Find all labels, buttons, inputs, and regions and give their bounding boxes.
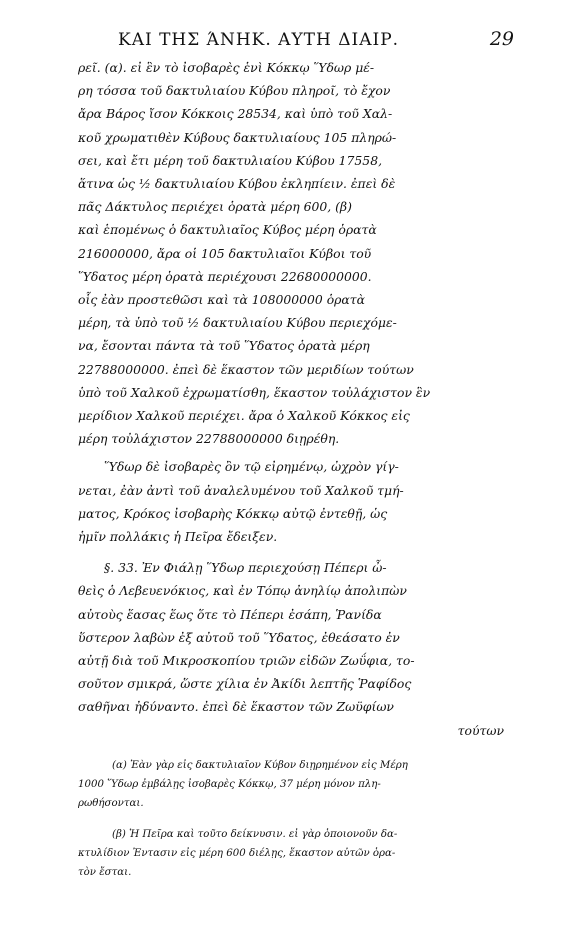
text-line: να, ἔσονται πάντα τὰ τοῦ Ὕδατος ὁρατὰ μέρη — [78, 338, 370, 354]
text-line: §. 33. Ἐν Φιάλῃ Ὕδωρ περιεχούσῃ Πέπερι ὦ- — [104, 560, 387, 576]
text-line: καὶ ἑπομένως ὁ δακτυλιαῖος Κύβος μέρη ὁρατὰ — [78, 222, 377, 238]
footnotes — [78, 756, 508, 882]
footnote-line: (β) Ἡ Πεῖρα καὶ τοῦτο δείκνυσιν. εἰ γὰρ ὁποιονοῦν δα- — [112, 828, 398, 840]
paragraph-2 — [78, 455, 508, 548]
text-line: θεὶς ὁ Λεβευενόκιος, καὶ ἐν Τόπῳ ἀνηλίῳ ἀπολιπὼν — [78, 583, 407, 599]
text-line: ἅτινα ὡς ½ δακτυλιαίου Κύβου ἐκληπίειν. ἐπεὶ δὲ — [78, 176, 396, 192]
text-line: 216000000, ἄρα οἱ 105 δακτυλιαῖοι Κύβοι τοῦ — [78, 245, 372, 261]
text-line: 22788000000. ἐπεὶ δὲ ἕκαστον τῶν μεριδίων τούτων — [78, 361, 414, 377]
text-line: σει, καὶ ἔτι μέρη τοῦ δακτυλιαίου Κύβου 17558, — [78, 152, 383, 168]
running-head: ΚΑΙ ΤΗΣ ΆΝΗΚ. ΑΥΤΗ ΔΙΑΙΡ. — [118, 30, 400, 50]
text-line: Ὕδατος μέρη ὁρατὰ περιέχουσι 22680000000. — [78, 268, 372, 284]
paragraph-1 — [78, 56, 508, 450]
footnote-line: (α) Ἐὰν γὰρ εἰς δακτυλιαῖον Κύβον διῃρημένον εἰς Μέρη — [112, 759, 408, 771]
text-line: ματος, Κρόκος ἰσοβαρὴς Κόκκῳ αὐτῷ ἐντεθῇ, ὡς — [78, 505, 388, 521]
footnote-line: τὸν ἔσται. — [78, 866, 132, 878]
footnote-line: κτυλίδιον Ἐντασιν εἰς μέρη 600 διέλῃς, ἕκαστον αὐτῶν ὁρα- — [78, 847, 396, 859]
text-line: αὐτοὺς ἕασας ἕως ὅτε τὸ Πέπερι ἐσάπη, Ῥανίδα — [78, 606, 382, 622]
book-page — [78, 26, 514, 906]
text-line: ρεῖ. (α). εἰ ἓν τὸ ἰσοβαρὲς ἑνὶ Κόκκῳ Ὕδωρ μέ- — [78, 60, 375, 75]
text-line: κοῦ χρωματιθὲν Κύβους δακτυλιαίους 105 πληρώ- — [78, 129, 397, 145]
catchword: τούτων — [457, 722, 504, 738]
footnote-line: ρωθήσονται. — [78, 797, 144, 809]
text-line: ρη τόσσα τοῦ δακτυλιαίου Κύβου πληροῖ, τὸ ἔχον — [78, 83, 391, 99]
text-line: μερίδιον Χαλκοῦ περιέχει. ἄρα ὁ Χαλκοῦ Κόκκος εἰς — [78, 408, 410, 424]
text-line: οἷς ἐὰν προστεθῶσι καὶ τὰ 108000000 ὁρατὰ — [78, 292, 366, 308]
text-line: ὑπὸ τοῦ Χαλκοῦ ἐχρωματίσθη, ἕκαστον τοὐλάχιστον ἓν — [78, 384, 431, 400]
paragraph-3-section-33 — [78, 556, 508, 742]
text-line: σοῦτον σμικρά, ὥστε χίλια ἐν Ἀκίδι λεπτῆς Ῥαφίδος — [78, 676, 412, 692]
text-line: νεται, ἐὰν ἀντὶ τοῦ ἀναλελυμένου τοῦ Χαλκοῦ τμή- — [78, 482, 404, 498]
text-line: ἡμῖν πολλάκις ἡ Πεῖρα ἔδειξεν. — [78, 529, 278, 545]
text-line: πᾶς Δάκτυλος περιέχει ὁρατὰ μέρη 600, (β) — [78, 199, 352, 215]
text-line: Ὕδωρ δὲ ἰσοβαρὲς ὂν τῷ εἰρημένῳ, ὠχρὸν γίγ- — [104, 459, 399, 475]
text-line: ὕστερον λαβὼν ἐξ αὐτοῦ τοῦ Ὕδατος, ἐθεάσατο ἐν — [78, 629, 400, 645]
footnote-line: 1000 Ὕδωρ ἐμβάλῃς ἰσοβαρὲς Κόκκῳ, 37 μέρη μόνον πλη- — [78, 778, 381, 790]
page-header — [78, 26, 514, 56]
text-line: μέρη, τὰ ὑπὸ τοῦ ½ δακτυλιαίου Κύβου περιεχόμε- — [78, 315, 397, 331]
text-line: σαθῆναι ἠδύναντο. ἐπεὶ δὲ ἕκαστον τῶν Ζωϋφίων — [78, 699, 394, 715]
text-line: αὐτῇ διὰ τοῦ Μικροσκοπίου τριῶν εἰδῶν Ζωΰφια, το- — [78, 653, 415, 669]
footnote-beta — [78, 825, 508, 882]
text-line: ἄρα Βάρος ἴσον Κόκκοις 28534, καὶ ὑπὸ τοῦ Χαλ- — [78, 106, 393, 122]
page-number: 29 — [489, 28, 514, 50]
text-line: μέρη τοὐλάχιστον 22788000000 διῃρέθη. — [78, 431, 340, 447]
footnote-alpha — [78, 756, 508, 813]
